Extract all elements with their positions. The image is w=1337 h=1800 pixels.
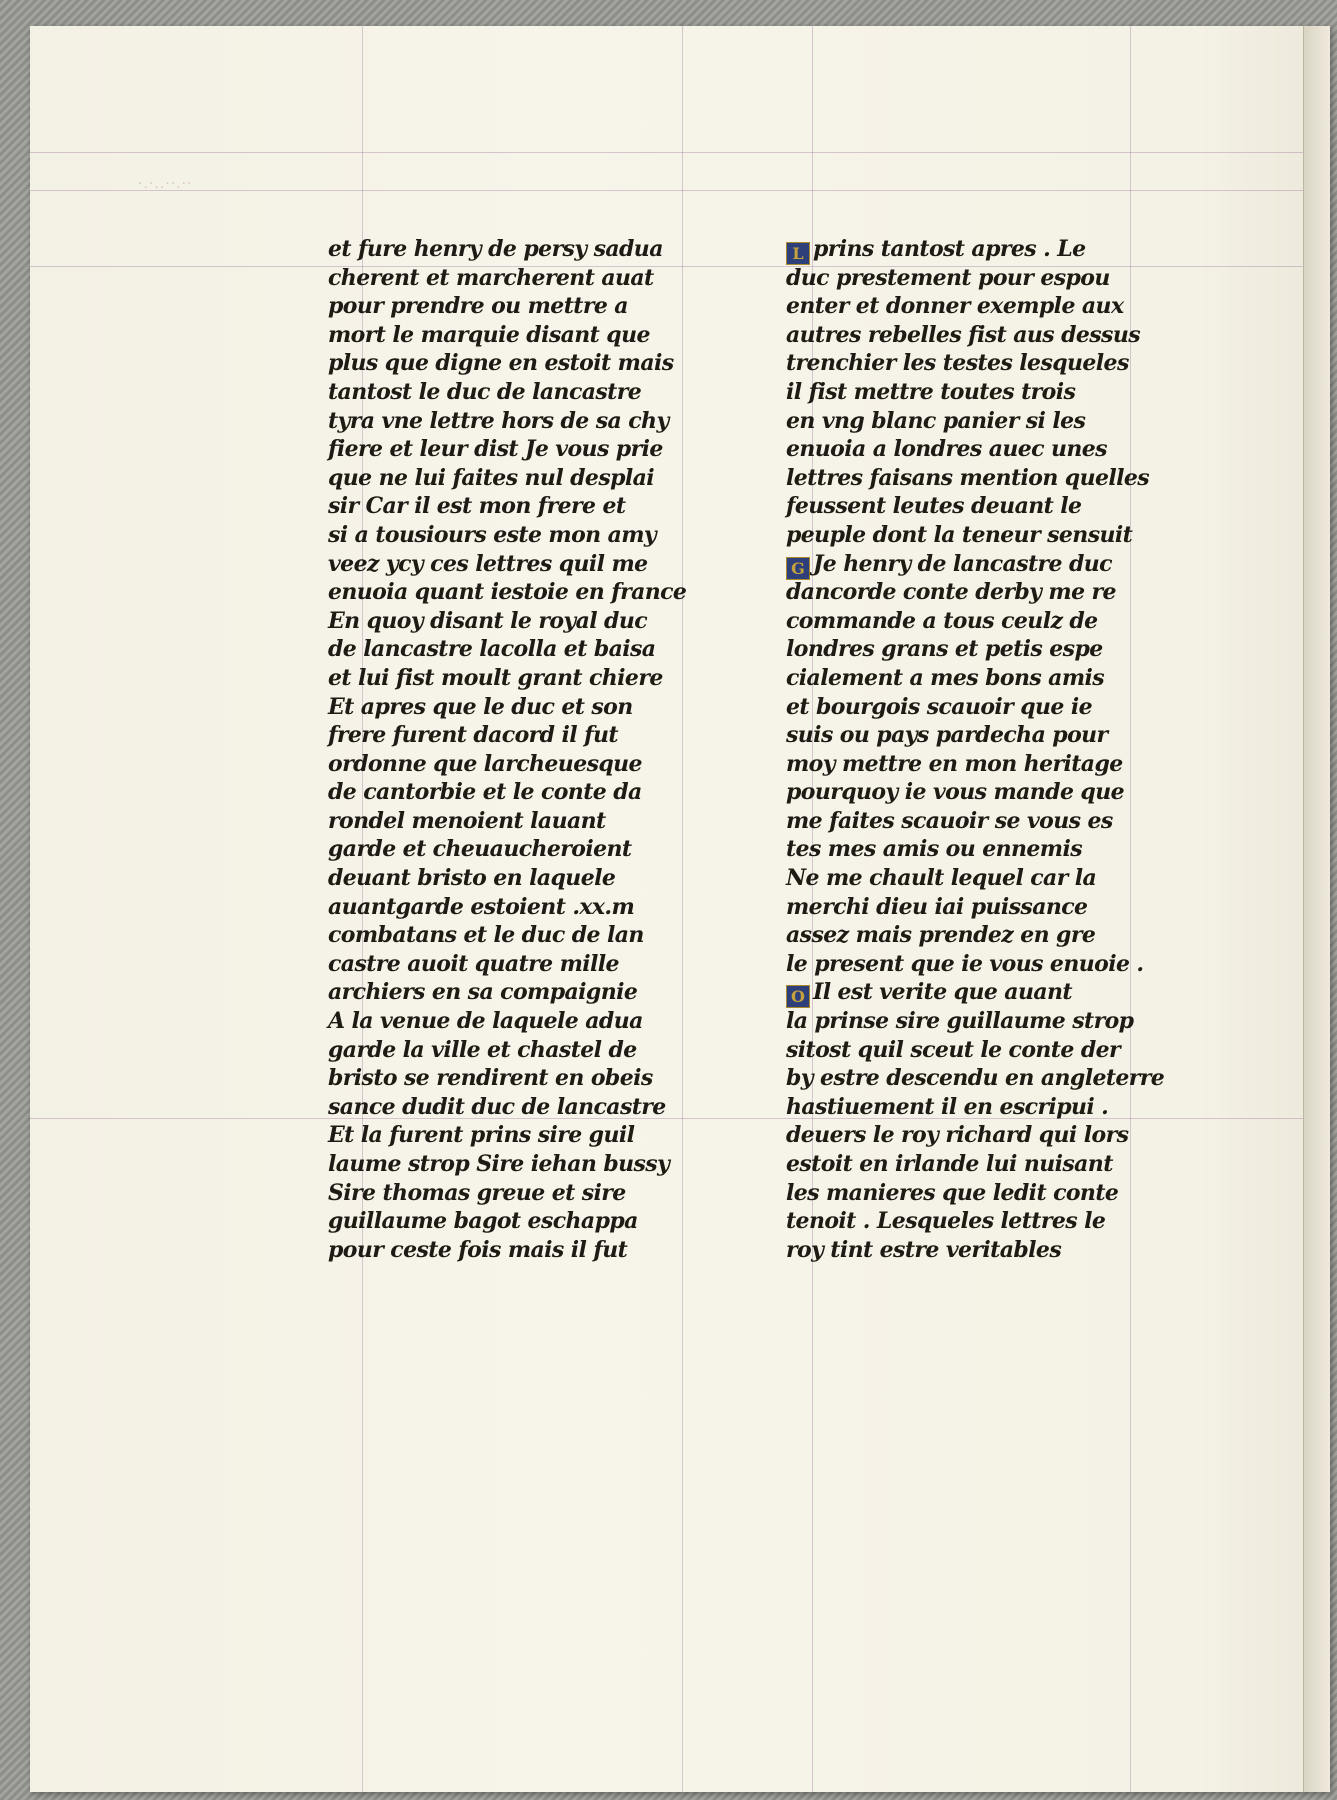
illuminated-initial: L [786, 242, 810, 265]
text-line [328, 464, 686, 493]
text-line [786, 1007, 1164, 1036]
text-line [786, 807, 1164, 836]
text-line [786, 607, 1164, 636]
text-line [786, 693, 1164, 722]
text-line [786, 950, 1164, 979]
text-line [786, 235, 1164, 264]
text-line [328, 492, 686, 521]
line-text: pourquoy ie vous mande que [786, 779, 1124, 806]
line-text: commande a tous ceulz de [786, 607, 1098, 634]
line-text: En quoy disant le royal duc [328, 607, 648, 634]
line-text: sance dudit duc de lancastre [328, 1093, 666, 1120]
line-text: il fist mettre toutes trois [786, 378, 1076, 405]
line-text: lettres faisans mention quelles [786, 464, 1150, 491]
text-line [328, 235, 686, 264]
line-text: combatans et le duc de lan [328, 922, 644, 949]
text-line [786, 750, 1164, 779]
illuminated-initial: O [786, 985, 810, 1008]
line-text: merchi dieu iai puissance [786, 893, 1088, 920]
line-text: la prinse sire guillaume strop [786, 1008, 1134, 1035]
line-text: deuant bristo en laquele [328, 865, 616, 892]
line-text: ordonne que larcheuesque [328, 750, 642, 777]
right-text-column [786, 235, 1164, 1264]
line-text: tenoit . Lesqueles lettres le [786, 1208, 1106, 1235]
text-line [786, 721, 1164, 750]
line-text: pour prendre ou mettre a [328, 293, 628, 320]
text-line [328, 1036, 686, 1065]
line-text: garde et cheuaucheroient [328, 836, 632, 863]
line-text: que ne lui faites nul desplai [328, 464, 655, 491]
line-text: me faites scauoir se vous es [786, 807, 1113, 834]
text-line [786, 378, 1164, 407]
text-line [328, 292, 686, 321]
line-text: assez mais prendez en gre [786, 922, 1096, 949]
line-text: A la venue de laquele adua [328, 1008, 643, 1035]
line-text: guillaume bagot eschappa [328, 1208, 638, 1235]
line-text: garde la ville et chastel de [328, 1036, 637, 1063]
text-line [328, 893, 686, 922]
text-line [786, 1093, 1164, 1122]
line-text: roy tint estre veritables [786, 1236, 1062, 1263]
line-text: sitost quil sceut le conte der [786, 1036, 1121, 1063]
line-text: Je henry de lancastre duc [813, 550, 1112, 577]
line-text: cialement a mes bons amis [786, 664, 1105, 691]
text-line [786, 1150, 1164, 1179]
text-line [328, 435, 686, 464]
text-line [786, 1207, 1164, 1236]
text-line [786, 1036, 1164, 1065]
line-text: tantost le duc de lancastre [328, 378, 642, 405]
text-line [328, 1150, 686, 1179]
text-line [786, 1121, 1164, 1150]
text-line [786, 321, 1164, 350]
line-text: castre auoit quatre mille [328, 950, 619, 977]
text-line [786, 264, 1164, 293]
line-text: enter et donner exemple aux [786, 293, 1124, 320]
text-line [786, 407, 1164, 436]
line-text: de cantorbie et le conte da [328, 779, 642, 806]
text-line [786, 893, 1164, 922]
line-text: Il est verite que auant [813, 979, 1072, 1006]
text-line [328, 1121, 686, 1150]
facing-page-edge [1303, 26, 1330, 1792]
line-text: dancorde conte derby me re [786, 579, 1116, 606]
line-text: et fure henry de persy sadua [328, 236, 663, 262]
text-line [786, 664, 1164, 693]
line-text: fiere et leur dist Je vous prie [328, 436, 663, 463]
text-line [328, 521, 686, 550]
text-line [786, 435, 1164, 464]
text-line [328, 864, 686, 893]
text-line [328, 750, 686, 779]
line-text: pour ceste fois mais il fut [328, 1236, 628, 1263]
text-line [786, 635, 1164, 664]
line-text: autres rebelles fist aus dessus [786, 321, 1141, 348]
line-text: Sire thomas greue et sire [328, 1179, 626, 1206]
text-line [786, 349, 1164, 378]
text-line [786, 292, 1164, 321]
line-text: bristo se rendirent en obeis [328, 1065, 653, 1092]
line-text: sir Car il est mon frere et [328, 493, 626, 520]
line-text: londres grans et petis espe [786, 636, 1103, 663]
text-line [328, 264, 686, 293]
text-line [786, 1179, 1164, 1208]
line-text: rondel menoient lauant [328, 807, 606, 834]
text-line [786, 521, 1164, 550]
text-line [328, 807, 686, 836]
text-line [328, 835, 686, 864]
text-line [328, 1007, 686, 1036]
text-line [328, 407, 686, 436]
text-line [786, 1064, 1164, 1093]
text-line [328, 578, 686, 607]
text-line [786, 492, 1164, 521]
text-line [328, 978, 686, 1007]
line-text: de lancastre lacolla et baisa [328, 636, 656, 663]
text-line [786, 778, 1164, 807]
line-text: tes mes amis ou ennemis [786, 836, 1082, 863]
text-line [786, 978, 1164, 1007]
line-text: enuoia a londres auec unes [786, 436, 1107, 463]
line-text: deuers le roy richard qui lors [786, 1122, 1129, 1149]
text-line [328, 950, 686, 979]
text-line [328, 321, 686, 350]
text-line [328, 349, 686, 378]
text-line [328, 778, 686, 807]
line-text: archiers en sa compaignie [328, 979, 638, 1006]
line-text: peuple dont la teneur sensuit [786, 521, 1133, 548]
text-line [328, 1093, 686, 1122]
line-text: prins tantost apres . Le [813, 236, 1086, 262]
line-text: Et apres que le duc et son [328, 693, 633, 720]
line-text: en vng blanc panier si les [786, 407, 1086, 434]
ruling-line [30, 152, 1330, 153]
text-line [328, 635, 686, 664]
text-line [328, 721, 686, 750]
line-text: mort le marquie disant que [328, 321, 650, 348]
line-text: cherent et marcherent auat [328, 264, 654, 291]
text-line [328, 664, 686, 693]
line-text: le present que ie vous enuoie . [786, 950, 1144, 977]
text-line [786, 1236, 1164, 1265]
text-line [328, 607, 686, 636]
line-text: et lui fist moult grant chiere [328, 664, 663, 691]
line-text: auantgarde estoient .xx.m [328, 893, 635, 920]
text-line [786, 578, 1164, 607]
line-text: tyra vne lettre hors de sa chy [328, 407, 669, 434]
text-line [328, 550, 686, 579]
text-line [328, 921, 686, 950]
line-text: trenchier les testes lesqueles [786, 350, 1129, 377]
text-line [328, 378, 686, 407]
illuminated-initial: G [786, 557, 810, 580]
line-text: estoit en irlande lui nuisant [786, 1151, 1113, 1177]
line-text: by estre descendu en angleterre [786, 1065, 1165, 1092]
line-text: et bourgois scauoir que ie [786, 693, 1093, 720]
text-line [786, 921, 1164, 950]
line-text: duc prestement pour espou [786, 264, 1110, 291]
text-line [328, 1179, 686, 1208]
line-text: laume strop Sire iehan bussy [328, 1151, 670, 1177]
line-text: si a tousiours este mon amy [328, 521, 657, 548]
line-text: plus que digne en estoit mais [328, 350, 674, 377]
line-text: veez ycy ces lettres quil me [328, 550, 648, 577]
line-text: les manieres que ledit conte [786, 1179, 1119, 1206]
text-line [328, 1236, 686, 1265]
line-text: hastiuement il en escripui . [786, 1093, 1109, 1120]
line-text: Ne me chault lequel car la [786, 865, 1097, 892]
text-line [786, 864, 1164, 893]
left-text-column [328, 235, 686, 1264]
text-line [786, 550, 1164, 579]
text-line [786, 835, 1164, 864]
line-text: frere furent dacord il fut [328, 722, 618, 749]
text-line [328, 693, 686, 722]
line-text: Et la furent prins sire guil [328, 1122, 635, 1149]
text-line [328, 1064, 686, 1093]
ruling-line [30, 190, 1330, 191]
line-text: enuoia quant iestoie en france [328, 579, 687, 606]
line-text: moy mettre en mon heritage [786, 750, 1123, 777]
text-line [786, 464, 1164, 493]
text-line [328, 1207, 686, 1236]
line-text: feussent leutes deuant le [786, 493, 1082, 520]
faint-folio-mark: ·.·..··.·· [138, 176, 193, 192]
line-text: suis ou pays pardecha pour [786, 722, 1108, 749]
